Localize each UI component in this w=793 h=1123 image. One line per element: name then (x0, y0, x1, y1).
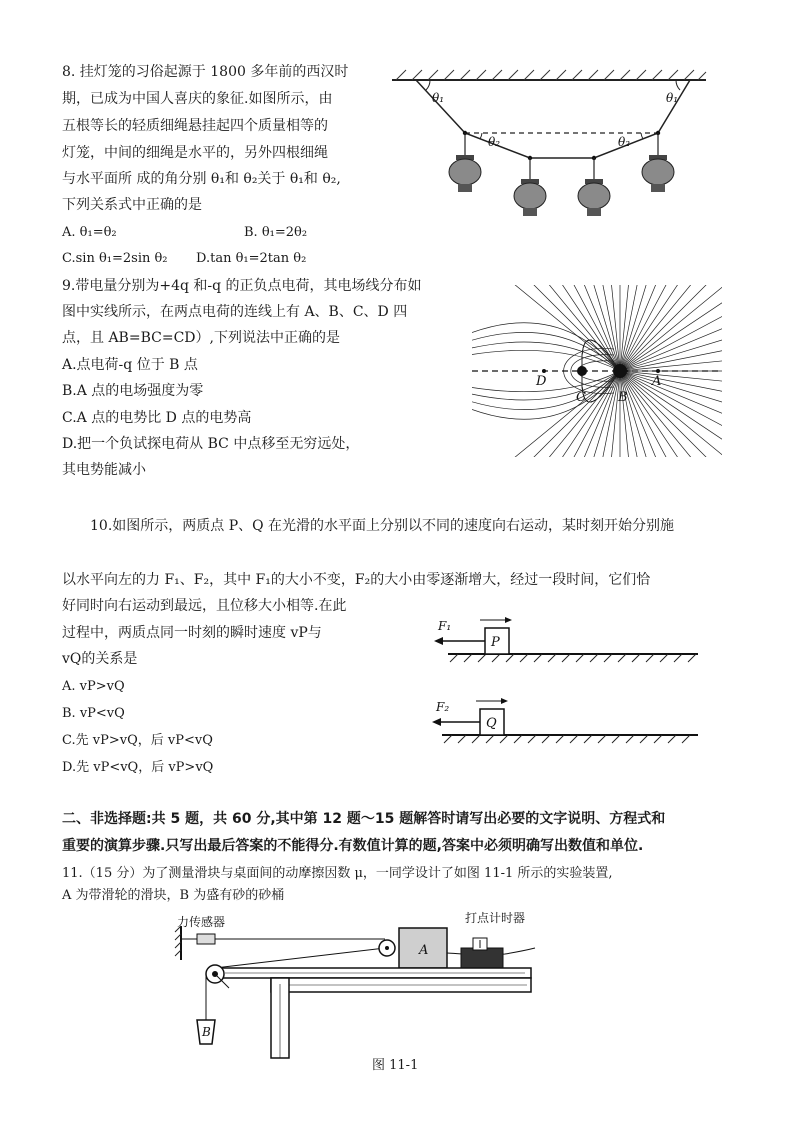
electric-field-figure (472, 285, 722, 457)
point-d-label: D (536, 374, 547, 389)
field-line (620, 371, 793, 410)
point-a-label: A (652, 374, 662, 389)
point-c-label: C (576, 390, 586, 405)
section-2-line-1: 二、非选择题:共 5 题，共 60 分,其中第 12 题～15 题解答时请写出必要的文字说明、方程式和 (62, 811, 666, 827)
q10-line-1: 10.如图所示，两质点 P、Q 在光滑的水平面上分别以不同的速度向右运动，某时刻开始分别施 (90, 518, 675, 534)
q8-option-b: B. θ₁=2θ₂ (244, 225, 308, 240)
q11-line-2: A 为带滑轮的滑块，B 为盛有砂的砂桶 (62, 888, 285, 903)
q10-line-4: 过程中，两质点同一时刻的瞬时速度 vP与 (62, 625, 322, 641)
q8-line-6: 下列关系式中正确的是 (62, 197, 202, 213)
point-b-label: B (618, 390, 628, 405)
q9-option-d: D.把一个负试探电荷从 BC 中点移至无穷远处， (62, 436, 360, 452)
q9-line-3: 点，且 AB=BC=CD）,下列说法中正确的是 (62, 330, 340, 346)
field-line (493, 371, 620, 526)
section-2-line-2: 重要的演算步骤.只写出最后答案的不能得分.有数值计算的题,答案中必须明确写出数值和单位. (62, 838, 644, 854)
theta1-left-label: θ₁ (432, 91, 445, 105)
q8-line-1: 8. 挂灯笼的习俗起源于 1800 多年前的西汉时 (62, 64, 349, 80)
q9-line-2: 图中实线所示，在两点电荷的连线上有 A、B、C、D 四 (62, 304, 408, 320)
force-f2-label: F₂ (436, 700, 450, 714)
field-line (620, 371, 775, 498)
q9-option-c: C.A 点的电势比 D 点的电势高 (62, 410, 252, 426)
q9-line-1: 9.带电量分别为+4q 和-q 的正负点电荷，其电场线分布如 (62, 278, 422, 294)
q10-line-2: 以水平向左的力 F₁、F₂，其中 F₁的大小不变，F₂的大小由零逐渐增大，经过一段时间，它们恰 (62, 572, 651, 588)
field-line (620, 277, 793, 371)
q10-option-a: A. vP>vQ (62, 679, 125, 694)
block-q-figure (430, 697, 700, 747)
q9-option-d-cont: 其电势能减小 (62, 462, 146, 478)
theta1-right-label: θ₁ (666, 91, 679, 105)
force-sensor-label: 力传感器 (177, 915, 226, 929)
field-line (620, 371, 747, 526)
block-q-label: Q (486, 716, 497, 731)
field-line (493, 216, 620, 371)
q8-line-3: 五根等长的轻质细绳悬挂起四个质量相等的 (62, 118, 328, 134)
field-line (620, 351, 793, 371)
q10-option-d: D.先 vP<vQ，后 vP>vQ (62, 760, 214, 775)
block-p-figure (430, 616, 700, 666)
q10-line-3: 好同时向右运动到最远，且位移大小相等.在此 (62, 598, 347, 614)
bucket-b-label: B (202, 1025, 211, 1039)
q11-line-1: 11.（15 分）为了测量滑块与桌面间的动摩擦因数 μ，一同学设计了如图 11-1 所示的实验装置, (62, 866, 613, 881)
q10-option-c: C.先 vP>vQ，后 vP<vQ (62, 733, 213, 748)
field-line (620, 371, 793, 465)
field-line (472, 342, 620, 371)
field-line (620, 244, 775, 371)
field-line (620, 371, 793, 391)
slider-a-label: A (419, 943, 429, 958)
field-line (620, 216, 747, 371)
figure-11-1-caption: 图 11-1 (372, 1058, 419, 1073)
theta2-left-label: θ₂ (488, 135, 501, 149)
lantern-2 (514, 179, 546, 216)
q10-line-5: vQ的关系是 (62, 651, 138, 667)
q8-option-d: D.tan θ₁=2tan θ₂ (196, 251, 307, 266)
q9-option-a: A.点电荷-q 位于 B 点 (62, 357, 198, 373)
q8-line-4: 灯笼，中间的细绳是水平的，另外四根细绳 (62, 145, 328, 161)
field-line (620, 332, 793, 371)
timer-label: 打点计时器 (465, 911, 526, 925)
q10-option-b: B. vP<vQ (62, 706, 125, 721)
lantern-1 (449, 155, 481, 192)
friction-apparatus-figure (175, 908, 535, 1058)
theta2-right-label: θ₂ (618, 135, 631, 149)
lantern-3 (578, 179, 610, 216)
q8-option-c: C.sin θ₁=2sin θ₂ (62, 251, 168, 266)
q8-line-2: 期，已成为中国人喜庆的象征.如图所示，由 (62, 91, 333, 107)
block-p-label: P (491, 635, 500, 650)
q9-option-b: B.A 点的电场强度为零 (62, 383, 204, 399)
force-f1-label: F₁ (438, 619, 452, 633)
lantern-4 (642, 155, 674, 192)
q8-line-5: 与水平面所 成的角分别 θ₁和 θ₂关于 θ₁和 θ₂, (62, 171, 341, 187)
q8-option-a: A. θ₁=θ₂ (62, 225, 117, 240)
lantern-figure (390, 58, 710, 228)
